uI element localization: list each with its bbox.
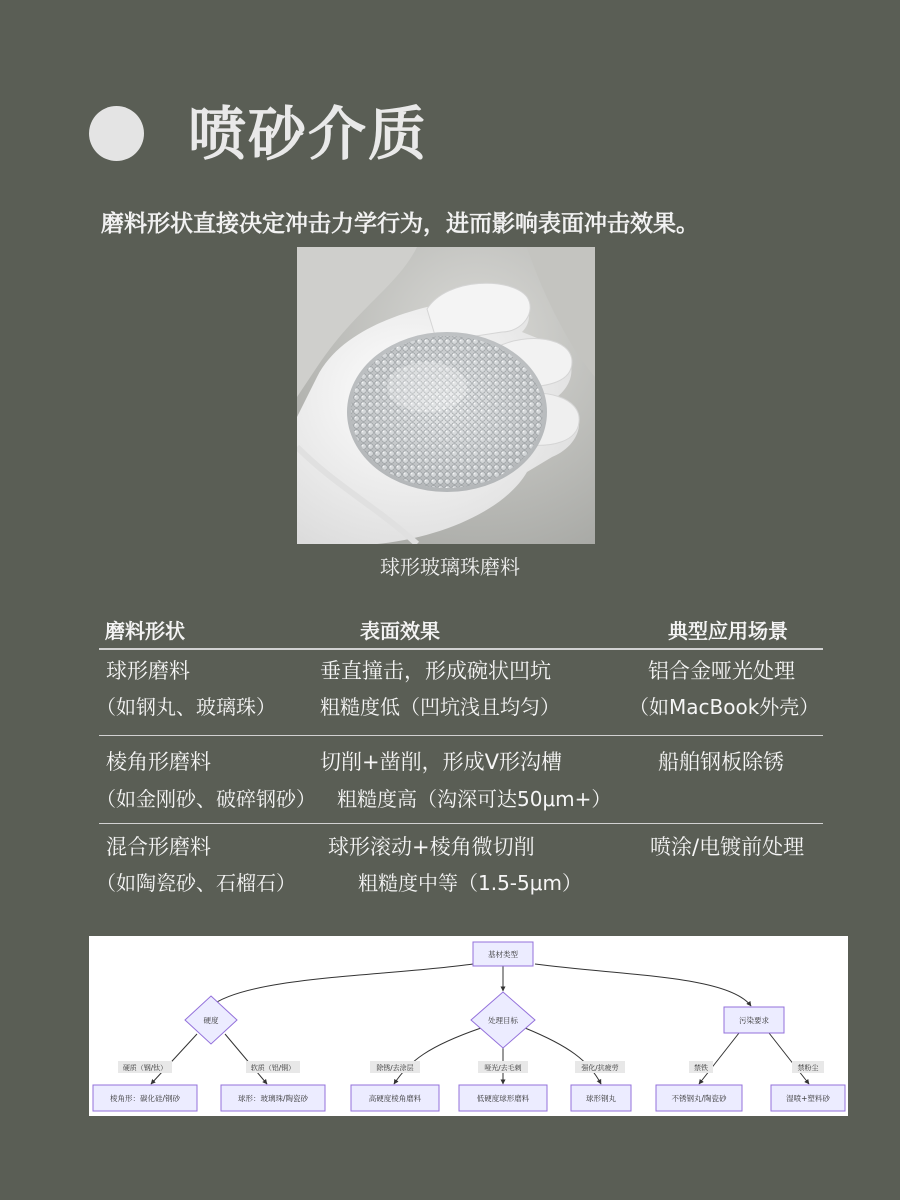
photo-caption: 球形玻璃珠磨料 (380, 555, 520, 579)
table-header-divider (99, 648, 823, 650)
row-divider (99, 823, 823, 824)
svg-text:强化/抗疲劳: 强化/抗疲劳 (581, 1064, 619, 1072)
row1-application-example: （如MacBook外壳） (629, 695, 820, 719)
edge-goal-rust (394, 1028, 481, 1084)
node-contamination-label: 污染要求 (739, 1016, 769, 1025)
edge-hardness-soft (225, 1034, 267, 1084)
edge-label (370, 1061, 420, 1073)
table-header-shape: 磨料形状 (105, 619, 185, 643)
edge-label (689, 1061, 713, 1073)
abrasive-selection-flowchart (89, 936, 848, 1116)
row2-application: 船舶钢板除锈 (658, 750, 784, 774)
row2-shape: 棱角形磨料 (106, 750, 211, 774)
edge-contam-dust (769, 1033, 809, 1084)
table-header-application: 典型应用场景 (668, 619, 788, 643)
svg-text:哑光/去毛刺: 哑光/去毛刺 (484, 1064, 522, 1072)
decision-hardness-label: 硬度 (203, 1016, 219, 1025)
row2-effect-detail: 粗糙度高（沟深可达50μm+） (337, 787, 612, 811)
svg-text:禁粉尘: 禁粉尘 (797, 1064, 819, 1072)
row1-effect: 垂直撞击，形成碗状凹坑 (320, 659, 551, 683)
row3-effect-detail: 粗糙度中等（1.5-5μm） (358, 871, 582, 895)
svg-text:软质（铝/铜）: 软质（铝/铜） (250, 1064, 296, 1072)
row1-application: 铝合金哑光处理 (648, 659, 795, 683)
row-divider (99, 735, 823, 736)
svg-text:禁铁: 禁铁 (694, 1064, 708, 1072)
leaf-node-label: 球形钢丸 (586, 1094, 616, 1103)
svg-text:硬质（钢/钛）: 硬质（钢/钛） (122, 1064, 168, 1072)
row2-effect: 切削+凿削，形成V形沟槽 (320, 750, 562, 774)
table-header-effect: 表面效果 (360, 619, 440, 643)
leaf-node-label: 湿喷+塑料砂 (786, 1094, 830, 1103)
row1-shape: 球形磨料 (106, 659, 190, 683)
edge-label (575, 1061, 625, 1073)
edge-goal-strengthen (525, 1028, 601, 1084)
row1-effect-detail: 粗糙度低（凹坑浅且均匀） (320, 695, 560, 719)
edge-root-hardness (211, 964, 473, 1006)
edge-label (792, 1061, 824, 1073)
leaf-node-label: 低硬度球形磨料 (476, 1094, 530, 1103)
edge-hardness-hard (151, 1034, 197, 1084)
edge-label (246, 1061, 300, 1073)
edge-contam-iron (699, 1033, 739, 1084)
edge-label (478, 1061, 528, 1073)
edge-label (118, 1061, 172, 1073)
leaf-node-label: 高硬度棱角磨料 (368, 1094, 422, 1103)
leaf-node-label: 球形：玻璃珠/陶瓷砂 (237, 1094, 309, 1103)
row3-shape: 混合形磨料 (106, 835, 211, 859)
glass-bead-photo (297, 247, 595, 544)
row1-shape-examples: （如钢丸、玻璃珠） (96, 695, 276, 719)
edge-root-contamination (535, 964, 751, 1006)
svg-text:除锈/去涂层: 除锈/去涂层 (376, 1064, 414, 1072)
page-title: 喷砂介质 (188, 100, 429, 168)
leaf-node-label: 棱角形：碳化硅/钢砂 (109, 1094, 181, 1103)
leaf-node-label: 不锈钢丸/陶瓷砂 (671, 1094, 727, 1103)
page-subtitle: 磨料形状直接决定冲击力学行为，进而影响表面冲击效果。 (101, 211, 699, 237)
node-root-label: 基材类型 (488, 950, 518, 959)
decision-goal-label: 处理目标 (488, 1016, 518, 1025)
row2-shape-examples: （如金刚砂、破碎钢砂） (96, 787, 316, 811)
row3-shape-examples: （如陶瓷砂、石榴石） (96, 871, 296, 895)
title-bullet-icon (89, 106, 144, 161)
row3-effect: 球形滚动+棱角微切削 (328, 835, 535, 859)
row3-application: 喷涂/电镀前处理 (650, 835, 805, 859)
